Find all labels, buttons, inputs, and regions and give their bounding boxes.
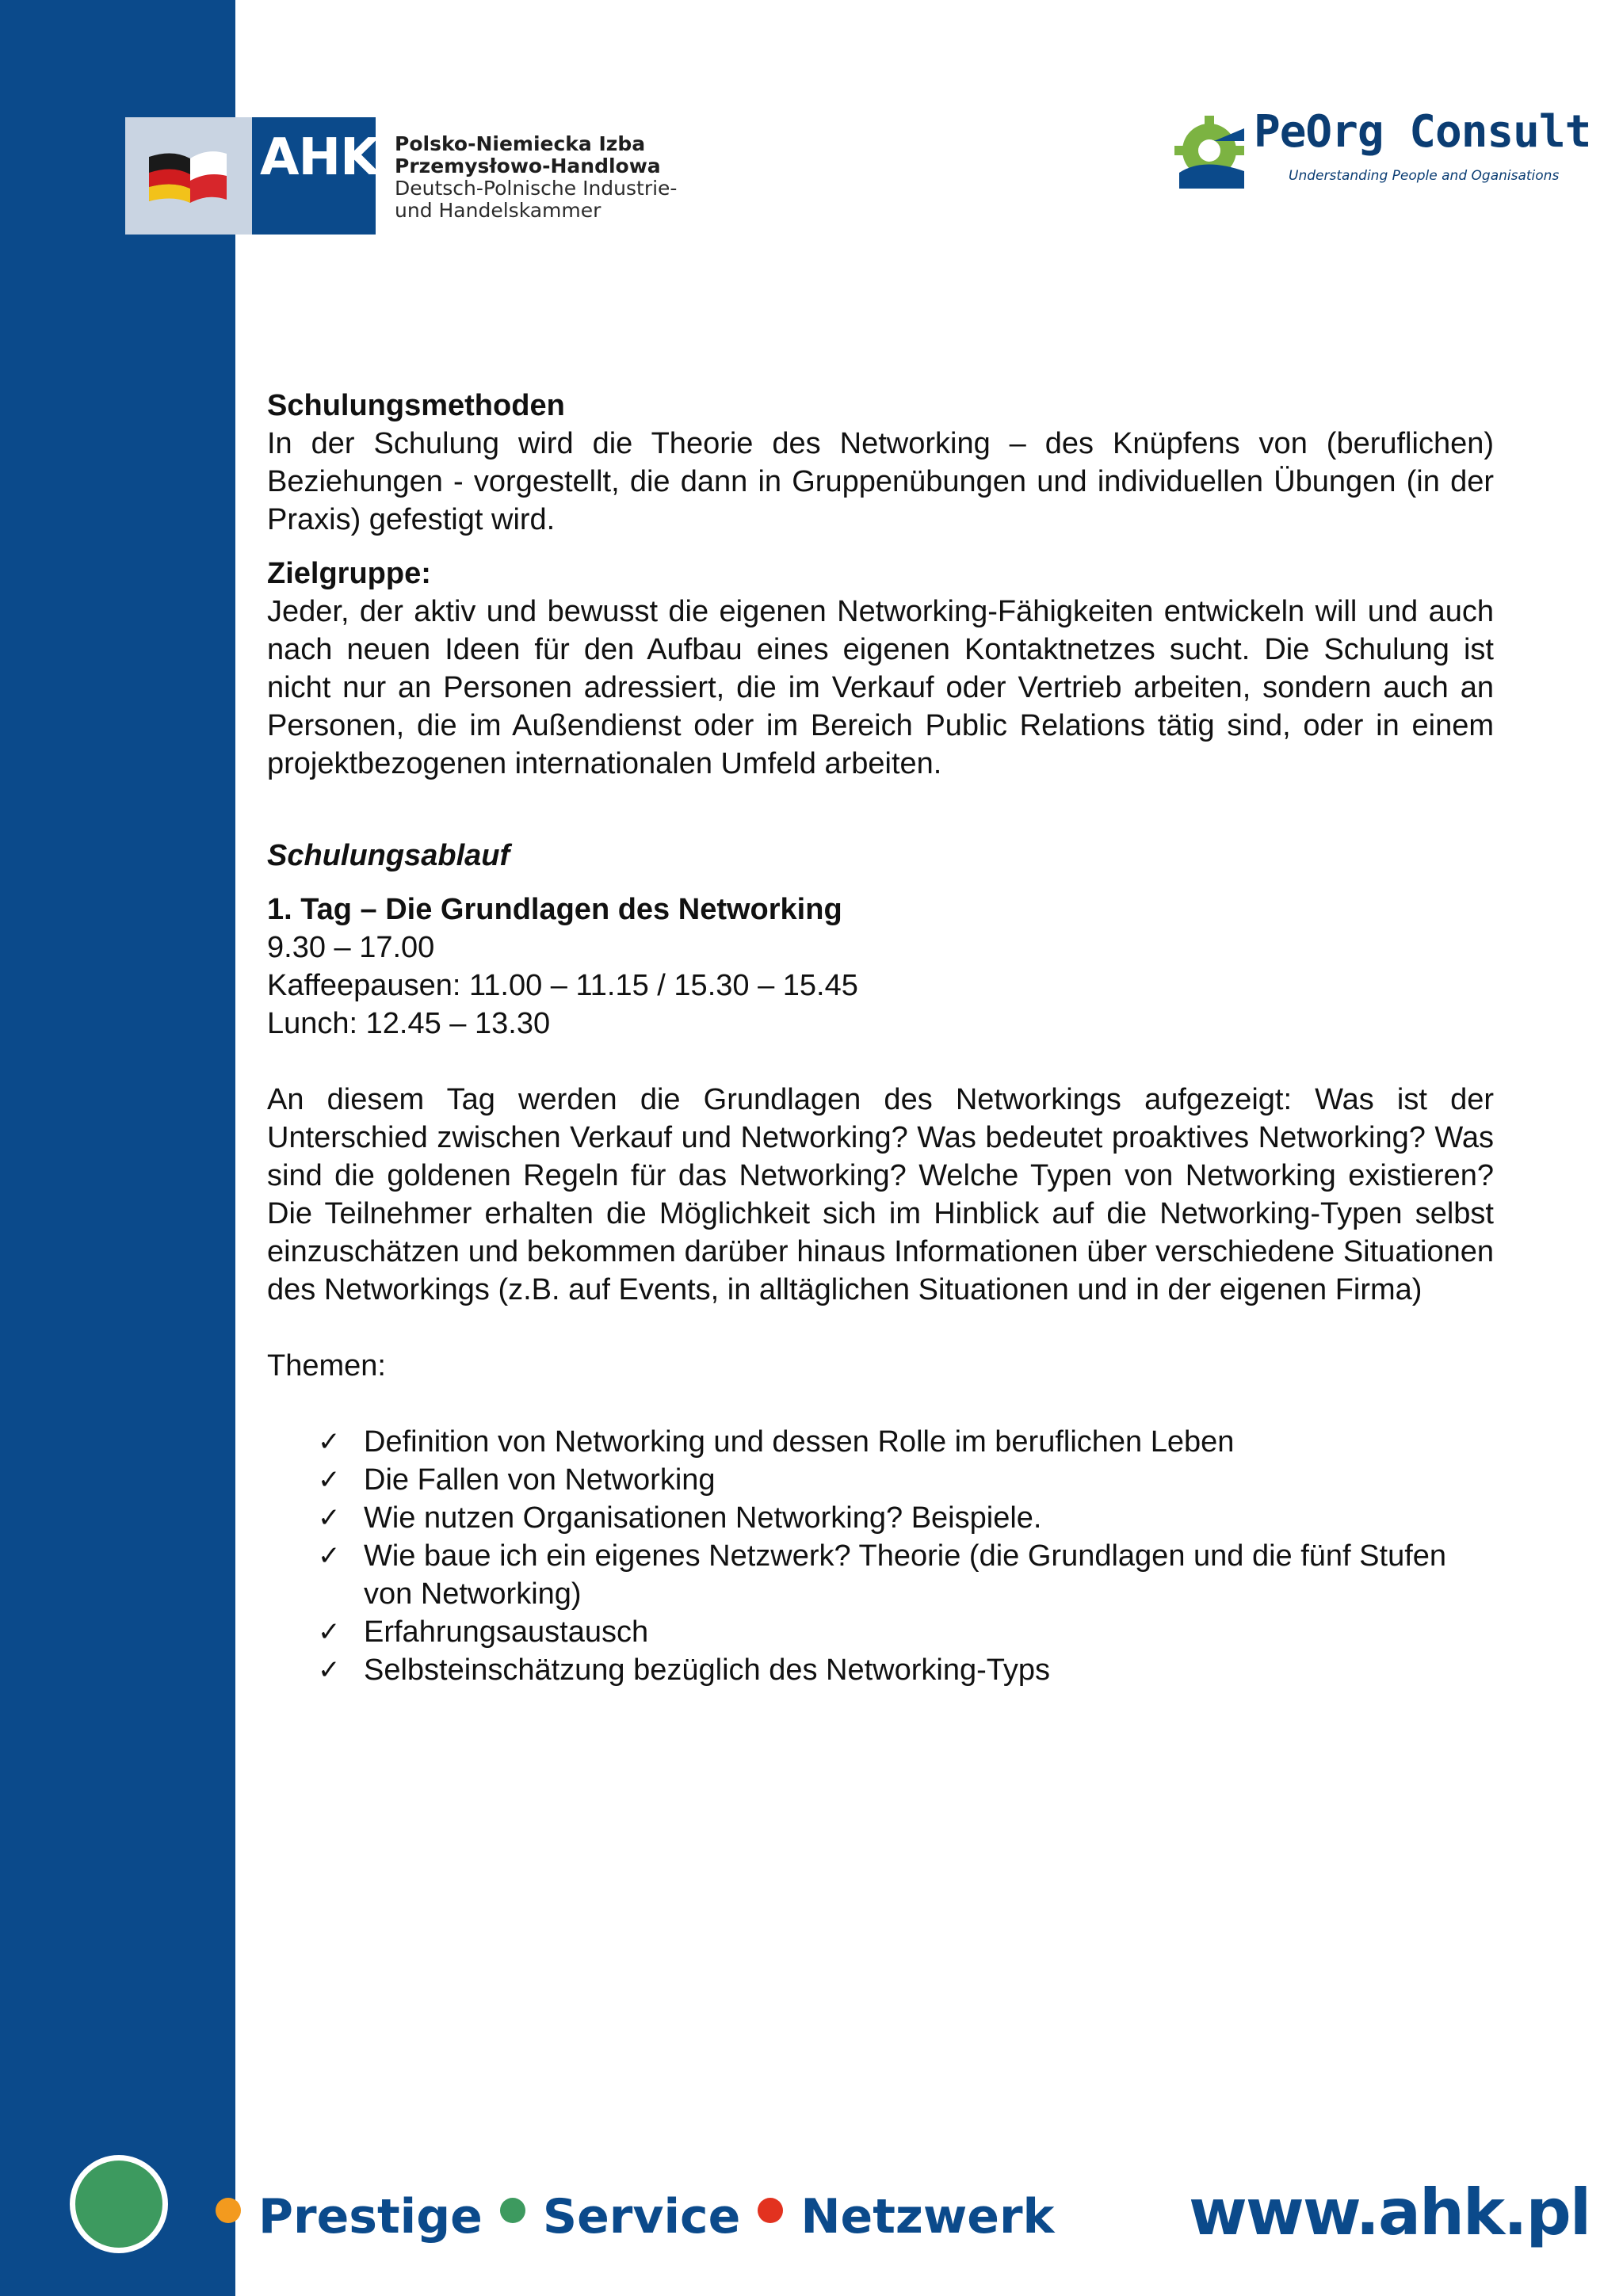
ahk-line-2: Przemysłowo-Handlowa	[395, 154, 661, 177]
tag-1-time: 9.30 – 17.00	[267, 931, 435, 964]
peorg-logo	[1171, 106, 1591, 193]
footer-url-link[interactable]: www.ahk.pl	[1189, 2176, 1591, 2249]
ahk-name-box	[252, 117, 379, 235]
ahk-line-3: Deutsch-Polnische Industrie-	[395, 177, 678, 200]
footer-slogan	[216, 2185, 1054, 2248]
check-icon: ✓	[318, 1654, 341, 1686]
flag-icon	[125, 117, 252, 235]
list-item-text: Definition von Networking und dessen Rolle im beruflichen Leben	[364, 1425, 1235, 1459]
check-icon: ✓	[318, 1464, 341, 1496]
footer-green-circle	[70, 2155, 168, 2253]
paragraph-zielgruppe: Jeder, der aktiv und bewusst die eigenen Networking-Fähigkeiten entwickeln will und auch nach neuen Ideen für den Aufbau eines eigenen Kontaktnetzes sucht. Die Schulung ist nicht nur an Personen adressiert, die im Verkauf oder Vertrieb arbeiten, sondern auch an Personen, die im Außendienst oder im Bereich Public Relations tätig sind, oder in einem projektbezogenen internationalen Umfeld arbeiten.	[267, 595, 1494, 780]
slogan-prestige: Prestige	[258, 2189, 483, 2245]
themen-list	[267, 1423, 1494, 1689]
list-item-text: Wie nutzen Organisationen Networking? Beispiele.	[364, 1501, 1042, 1535]
green-dot-icon	[500, 2198, 525, 2223]
heading-schulungsablauf: Schulungsablauf	[267, 839, 510, 872]
list-item-text: Selbsteinschätzung bezüglich des Networking-Typs	[364, 1653, 1051, 1687]
list-item	[318, 1613, 1494, 1651]
ahk-chamber-name	[395, 133, 680, 222]
peorg-name: PeOrg Consult	[1254, 106, 1591, 158]
paragraph-schulungsmethoden: In der Schulung wird die Theorie des Networking – des Knüpfens von (beruflichen) Beziehungen - vorgestellt, die dann in Gruppenübungen und individuellen Übungen (in der Praxis) gefestigt wird.	[267, 427, 1494, 536]
check-icon: ✓	[318, 1426, 341, 1458]
list-item	[318, 1423, 1494, 1461]
ahk-line-1: Polsko-Niemiecka Izba	[395, 132, 646, 155]
heading-schulungsmethoden: Schulungsmethoden	[267, 389, 565, 422]
gear-icon	[1171, 109, 1251, 189]
heading-zielgruppe: Zielgruppe:	[267, 557, 431, 590]
red-dot-icon	[758, 2198, 783, 2223]
tag-1-breaks: Kaffeepausen: 11.00 – 11.15 / 15.30 – 15.45	[267, 969, 858, 1002]
ahk-line-4: und Handelskammer	[395, 199, 601, 222]
left-sidebar-band	[0, 0, 235, 2296]
ahk-name: AHK	[260, 128, 379, 187]
list-item	[318, 1537, 1494, 1613]
document-body	[267, 387, 1494, 1689]
heading-tag-1: 1. Tag – Die Grundlagen des Networking	[267, 893, 842, 926]
peorg-tagline: Understanding People and Oganisations	[1289, 168, 1560, 184]
list-item-text: Erfahrungsaustausch	[364, 1615, 649, 1649]
themen-label: Themen:	[267, 1349, 386, 1383]
list-item	[318, 1461, 1494, 1499]
orange-dot-icon	[216, 2198, 241, 2223]
list-item	[318, 1651, 1494, 1689]
paragraph-tag-1: An diesem Tag werden die Grundlagen des Networkings aufgezeigt: Was ist der Unterschied zwischen Verkauf und Networking? Was bedeutet proaktives Networking? Was sind die goldenen Regeln für das Networking? Welche Typen von Networking existieren? Die Teilnehmer erhalten die Möglichkeit sich im Hinblick auf die Networking-Typen selbst einzuschätzen und bekommen darüber hinaus Informationen über verschiedene Situationen des Networkings (z.B. auf Events, in alltäglichen Situationen und in der eigenen Firma)	[267, 1083, 1494, 1306]
slogan-netzwerk: Netzwerk	[800, 2189, 1055, 2245]
list-item-text: Wie baue ich ein eigenes Netzwerk? Theorie (die Grundlagen und die fünf Stufen von Networking)	[364, 1539, 1447, 1611]
check-icon: ✓	[318, 1540, 341, 1572]
ahk-logo	[125, 117, 678, 235]
check-icon: ✓	[318, 1502, 341, 1534]
list-item	[318, 1499, 1494, 1537]
slogan-service: Service	[542, 2189, 741, 2245]
tag-1-lunch: Lunch: 12.45 – 13.30	[267, 1007, 551, 1040]
check-icon: ✓	[318, 1616, 341, 1648]
list-item-text: Die Fallen von Networking	[364, 1463, 716, 1497]
